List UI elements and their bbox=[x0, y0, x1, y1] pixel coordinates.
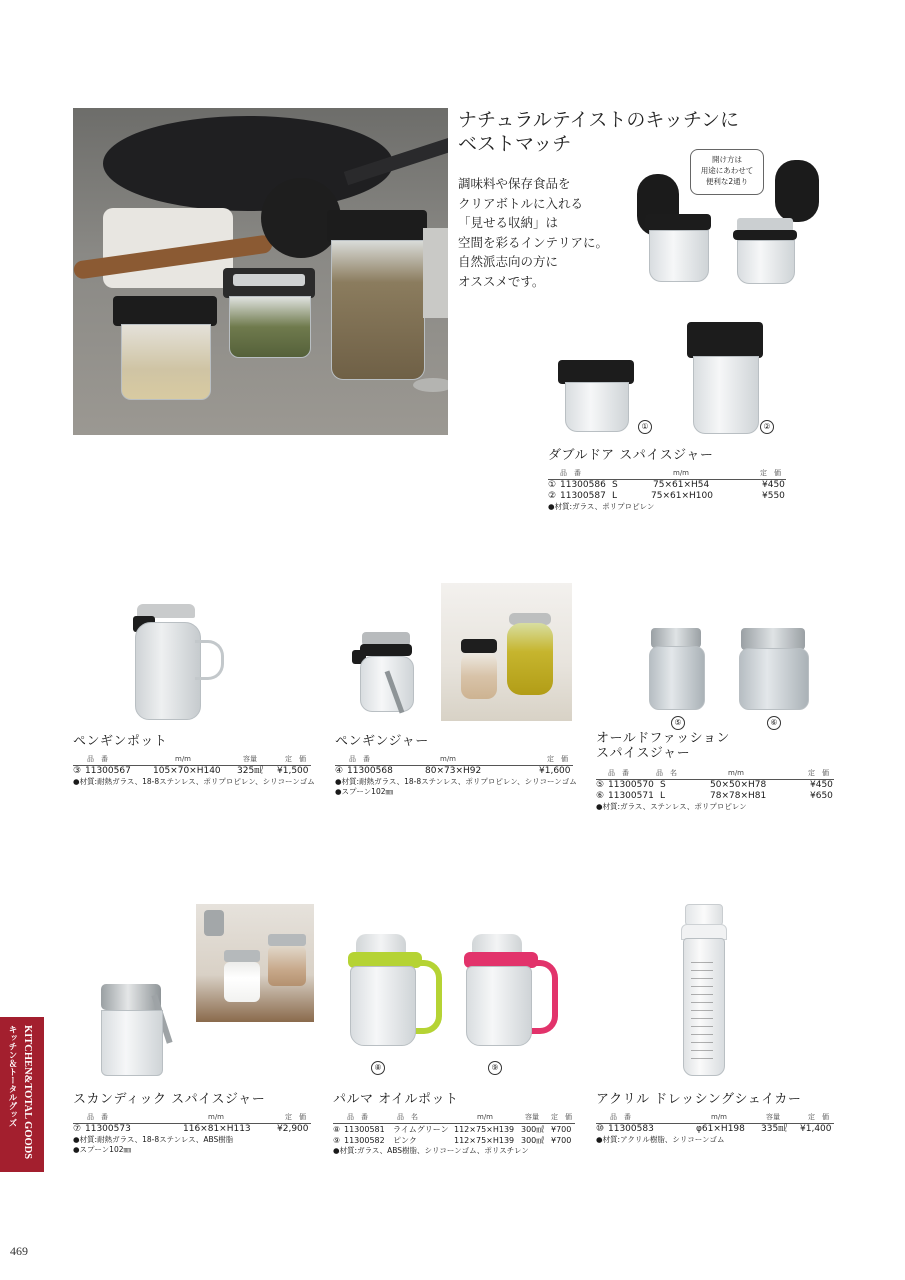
header-price: 定 価 bbox=[808, 1113, 829, 1121]
header-capacity: 容量 bbox=[525, 1113, 539, 1121]
intro-body-line: 「見せる収納」は bbox=[458, 215, 559, 230]
bubble-line: 便利な2通り bbox=[705, 177, 749, 186]
row-no: ④ bbox=[335, 766, 344, 776]
row-size: 50×50×H78 bbox=[710, 780, 767, 790]
side-tab-jp: キッチン＆トータルグッズ bbox=[7, 1025, 17, 1127]
spec-note: ●材質:ガラス、ステンレス、ポリプロピレン bbox=[596, 802, 747, 811]
header-size: m/m bbox=[673, 469, 689, 477]
spec-table-old-fashion bbox=[596, 768, 834, 812]
jar-glass bbox=[121, 324, 211, 400]
row-price: ¥1,400 bbox=[800, 1124, 832, 1134]
product-title-old-fashion bbox=[596, 731, 730, 761]
product-title-scandic: スカンディック スパイスジャー bbox=[73, 1092, 266, 1107]
row-price: ¥1,600 bbox=[539, 766, 571, 776]
spec-row bbox=[596, 791, 834, 802]
row-price: ¥2,900 bbox=[277, 1124, 309, 1134]
header-size: m/m bbox=[728, 769, 744, 777]
spec-row bbox=[548, 491, 786, 502]
row-no: ⑧ bbox=[333, 1125, 341, 1134]
header-price: 定 価 bbox=[760, 469, 781, 477]
spice-jar bbox=[461, 653, 497, 699]
row-size: 75×61×H100 bbox=[651, 491, 713, 501]
spec-row bbox=[333, 1124, 575, 1135]
spec-row bbox=[73, 766, 311, 777]
row-no: ① bbox=[548, 480, 557, 490]
row-capacity: 300㎖ bbox=[521, 1125, 545, 1134]
row-price: ¥450 bbox=[762, 480, 785, 490]
header-size: m/m bbox=[175, 755, 191, 763]
product-image-penguin-pot bbox=[125, 600, 235, 725]
spec-table-penguin-jar bbox=[335, 754, 577, 797]
jar-lid bbox=[327, 210, 427, 242]
row-name: ピンク bbox=[393, 1136, 417, 1145]
header-capacity: 容量 bbox=[243, 755, 257, 763]
jar-glass bbox=[229, 296, 311, 358]
row-no: ⑥ bbox=[596, 791, 605, 801]
row-price: ¥450 bbox=[810, 780, 833, 790]
row-size: 112×75×H139 bbox=[454, 1125, 515, 1134]
spec-header bbox=[333, 1112, 575, 1124]
marker-2: ② bbox=[760, 420, 774, 434]
spec-table-palma bbox=[333, 1112, 575, 1156]
product-image-double-door bbox=[555, 318, 775, 436]
header-price: 定 価 bbox=[551, 1113, 572, 1121]
header-code: 品 番 bbox=[87, 755, 108, 763]
flip-lid bbox=[775, 160, 819, 222]
bubble-line: 開け方は bbox=[712, 155, 742, 164]
row-no: ⑩ bbox=[596, 1124, 605, 1134]
header-size: m/m bbox=[208, 1113, 224, 1121]
row-no: ② bbox=[548, 491, 557, 501]
row-code: 11300567 bbox=[85, 766, 131, 776]
header-code: 品 番 bbox=[347, 1113, 368, 1121]
spec-row bbox=[596, 1124, 834, 1135]
product-image-palma bbox=[342, 930, 562, 1058]
row-code: 11300582 bbox=[344, 1136, 385, 1145]
row-price: ¥700 bbox=[551, 1125, 572, 1134]
spec-note: ●材質:アクリル樹脂、シリコーンゴム bbox=[596, 1135, 725, 1144]
spice-jar bbox=[268, 946, 306, 986]
jar-glass bbox=[565, 382, 629, 432]
jar-glass bbox=[693, 356, 759, 434]
product-image-penguin-jar bbox=[352, 630, 437, 720]
row-variant: L bbox=[660, 791, 666, 801]
header-price: 定 価 bbox=[285, 1113, 306, 1121]
pot-handle-lime bbox=[414, 960, 442, 1034]
spoon bbox=[413, 378, 448, 392]
spec-note: ●スプーン102㎜ bbox=[335, 787, 393, 796]
pot-handle-pink bbox=[530, 960, 558, 1034]
spec-header bbox=[596, 768, 834, 780]
jar-lid bbox=[687, 322, 763, 358]
pot-glass bbox=[350, 966, 416, 1046]
title-line: オールドファッション bbox=[596, 731, 730, 746]
scoop bbox=[204, 910, 224, 936]
spec-note: ●材質:耐熱ガラス、18-8ステンレス、ポリプロピレン、シリコーンゴム bbox=[335, 777, 577, 786]
product-title-double-door: ダブルドア スパイスジャー bbox=[548, 448, 714, 463]
spec-header bbox=[548, 468, 786, 480]
shaker-top bbox=[741, 628, 805, 650]
row-size: 80×73×H92 bbox=[425, 766, 482, 776]
row-size: φ61×H198 bbox=[696, 1124, 745, 1134]
jar-glass bbox=[737, 240, 795, 284]
product-image-old-fashion bbox=[645, 626, 815, 714]
spec-header bbox=[596, 1112, 834, 1124]
spec-row bbox=[596, 780, 834, 791]
bubble-line: 用途にあわせて bbox=[700, 166, 754, 175]
marker-9: ⑨ bbox=[488, 1061, 502, 1075]
spec-table-penguin-pot bbox=[73, 754, 315, 787]
row-code: 11300571 bbox=[608, 791, 654, 801]
jar-lid bbox=[113, 296, 217, 326]
spec-row bbox=[333, 1135, 575, 1146]
spec-table-double-door bbox=[548, 468, 786, 512]
intro-body-line: 自然派志向の方に bbox=[458, 254, 559, 269]
header-code: 品 番 bbox=[608, 769, 629, 777]
row-no: ⑨ bbox=[333, 1136, 341, 1145]
header-price: 定 価 bbox=[285, 755, 306, 763]
measure-marks bbox=[691, 962, 713, 1062]
jar-glass bbox=[739, 648, 809, 710]
header-code: 品 番 bbox=[87, 1113, 108, 1121]
header-size: m/m bbox=[477, 1113, 493, 1121]
side-tab-en: KITCHEN&TOTAL GOODS bbox=[22, 1025, 33, 1160]
spec-note: ●材質:ガラス、ABS樹脂、シリコーンゴム、ポリスチレン bbox=[333, 1146, 529, 1155]
row-price: ¥550 bbox=[762, 491, 785, 501]
frying-pan bbox=[103, 116, 393, 211]
row-no: ③ bbox=[73, 766, 82, 776]
jar-glass bbox=[331, 240, 425, 380]
jar-glass bbox=[649, 646, 705, 710]
jar-collar bbox=[360, 644, 412, 656]
row-name: ライムグリーン bbox=[393, 1125, 449, 1134]
row-size: 75×61×H54 bbox=[653, 480, 710, 490]
spec-note: ●材質:耐熱ガラス、18-8ステンレス、ポリプロピレン、シリコーンゴム bbox=[73, 777, 315, 786]
header-name: 品 名 bbox=[656, 769, 677, 777]
header-code: 品 番 bbox=[610, 1113, 631, 1121]
row-code: 11300573 bbox=[85, 1124, 131, 1134]
spec-row bbox=[73, 1124, 311, 1135]
header-capacity: 容量 bbox=[766, 1113, 780, 1121]
row-variant: S bbox=[612, 480, 618, 490]
category-side-tab bbox=[0, 1017, 44, 1172]
jar-lid bbox=[461, 639, 497, 653]
product-title-acrylic: アクリル ドレッシングシェイカー bbox=[596, 1092, 802, 1107]
header-price: 定 価 bbox=[808, 769, 829, 777]
pot-handle bbox=[195, 640, 224, 680]
oil-pot bbox=[507, 623, 553, 695]
penguin-jar-photo bbox=[441, 583, 572, 721]
intro-body-line: 調味料や保存食品を bbox=[458, 176, 571, 191]
intro-heading-line: ナチュラルテイストのキッチンに bbox=[458, 109, 740, 131]
row-code: 11300586 bbox=[560, 480, 606, 490]
row-size: 112×75×H139 bbox=[454, 1136, 515, 1145]
product-title-palma: パルマ オイルポット bbox=[333, 1092, 459, 1107]
jar-lid bbox=[733, 230, 797, 240]
intro-body-line: クリアボトルに入れる bbox=[458, 195, 584, 211]
spec-header bbox=[73, 1112, 311, 1124]
header-size: m/m bbox=[440, 755, 456, 763]
intro-heading-line: ベストマッチ bbox=[458, 133, 572, 155]
hero-photo bbox=[73, 108, 448, 435]
product-title-penguin-jar: ペンギンジャー bbox=[335, 734, 429, 749]
jar-glass bbox=[649, 230, 709, 282]
spec-table-acrylic bbox=[596, 1112, 834, 1145]
row-size: 78×78×H81 bbox=[710, 791, 767, 801]
row-capacity: 335㎖ bbox=[761, 1124, 788, 1134]
marker-1: ① bbox=[638, 420, 652, 434]
page-number: 469 bbox=[10, 1244, 28, 1258]
row-price: ¥1,500 bbox=[277, 766, 309, 776]
shaker-top bbox=[233, 274, 305, 286]
row-code: 11300587 bbox=[560, 491, 606, 501]
jar-lid bbox=[558, 360, 634, 384]
row-no: ⑤ bbox=[596, 780, 605, 790]
intro-body bbox=[458, 174, 608, 291]
header-code: 品 番 bbox=[349, 755, 370, 763]
scandic-photo bbox=[196, 904, 314, 1022]
row-code: 11300570 bbox=[608, 780, 654, 790]
row-price: ¥650 bbox=[810, 791, 833, 801]
jar-glass bbox=[360, 656, 414, 712]
shaker-cap bbox=[685, 904, 723, 926]
jar-lid bbox=[224, 950, 260, 962]
row-size: 105×70×H140 bbox=[153, 766, 221, 776]
intro-body-line: オススメです。 bbox=[458, 273, 545, 289]
jar-lid bbox=[268, 934, 306, 946]
row-code: 11300581 bbox=[344, 1125, 385, 1134]
row-code: 11300583 bbox=[608, 1124, 654, 1134]
row-no: ⑦ bbox=[73, 1124, 82, 1134]
canister bbox=[423, 228, 448, 318]
shaker-top bbox=[651, 628, 701, 648]
marker-6: ⑥ bbox=[767, 716, 781, 730]
spec-table-scandic bbox=[73, 1112, 311, 1155]
header-price: 定 価 bbox=[547, 755, 568, 763]
header-size: m/m bbox=[711, 1113, 727, 1121]
row-code: 11300568 bbox=[347, 766, 393, 776]
spec-row bbox=[335, 766, 573, 777]
marker-8: ⑧ bbox=[371, 1061, 385, 1075]
row-variant: S bbox=[660, 780, 666, 790]
product-title-penguin-pot: ペンギンポット bbox=[73, 734, 168, 749]
row-size: 116×81×H113 bbox=[183, 1124, 251, 1134]
spec-note: ●材質:ガラス、ポリプロピレン bbox=[548, 502, 655, 511]
sugar-jar bbox=[224, 962, 260, 1002]
spec-header bbox=[73, 754, 311, 766]
header-name: 品 名 bbox=[397, 1113, 418, 1121]
row-variant: L bbox=[612, 491, 618, 501]
intro-body-line: 空間を彩るインテリアに。 bbox=[458, 234, 609, 250]
row-capacity: 300㎖ bbox=[521, 1136, 545, 1145]
marker-5: ⑤ bbox=[671, 716, 685, 730]
spec-note: ●スプーン102㎜ bbox=[73, 1145, 131, 1154]
header-code: 品 番 bbox=[560, 469, 581, 477]
jar-glass bbox=[101, 1010, 163, 1076]
spec-header bbox=[335, 754, 573, 766]
product-image-scandic bbox=[97, 980, 179, 1080]
pot-glass bbox=[135, 622, 201, 720]
title-line: スパイスジャー bbox=[596, 746, 691, 761]
jar-lid bbox=[645, 214, 711, 230]
spec-row bbox=[548, 480, 786, 491]
pot-glass bbox=[466, 966, 532, 1046]
spec-note: ●材質:耐熱ガラス、18-8ステンレス、ABS樹脂 bbox=[73, 1135, 234, 1144]
product-image-acrylic bbox=[675, 902, 731, 1078]
row-price: ¥700 bbox=[551, 1136, 572, 1145]
product-image-open-lids bbox=[635, 158, 825, 288]
row-capacity: 325㎖ bbox=[237, 766, 264, 776]
